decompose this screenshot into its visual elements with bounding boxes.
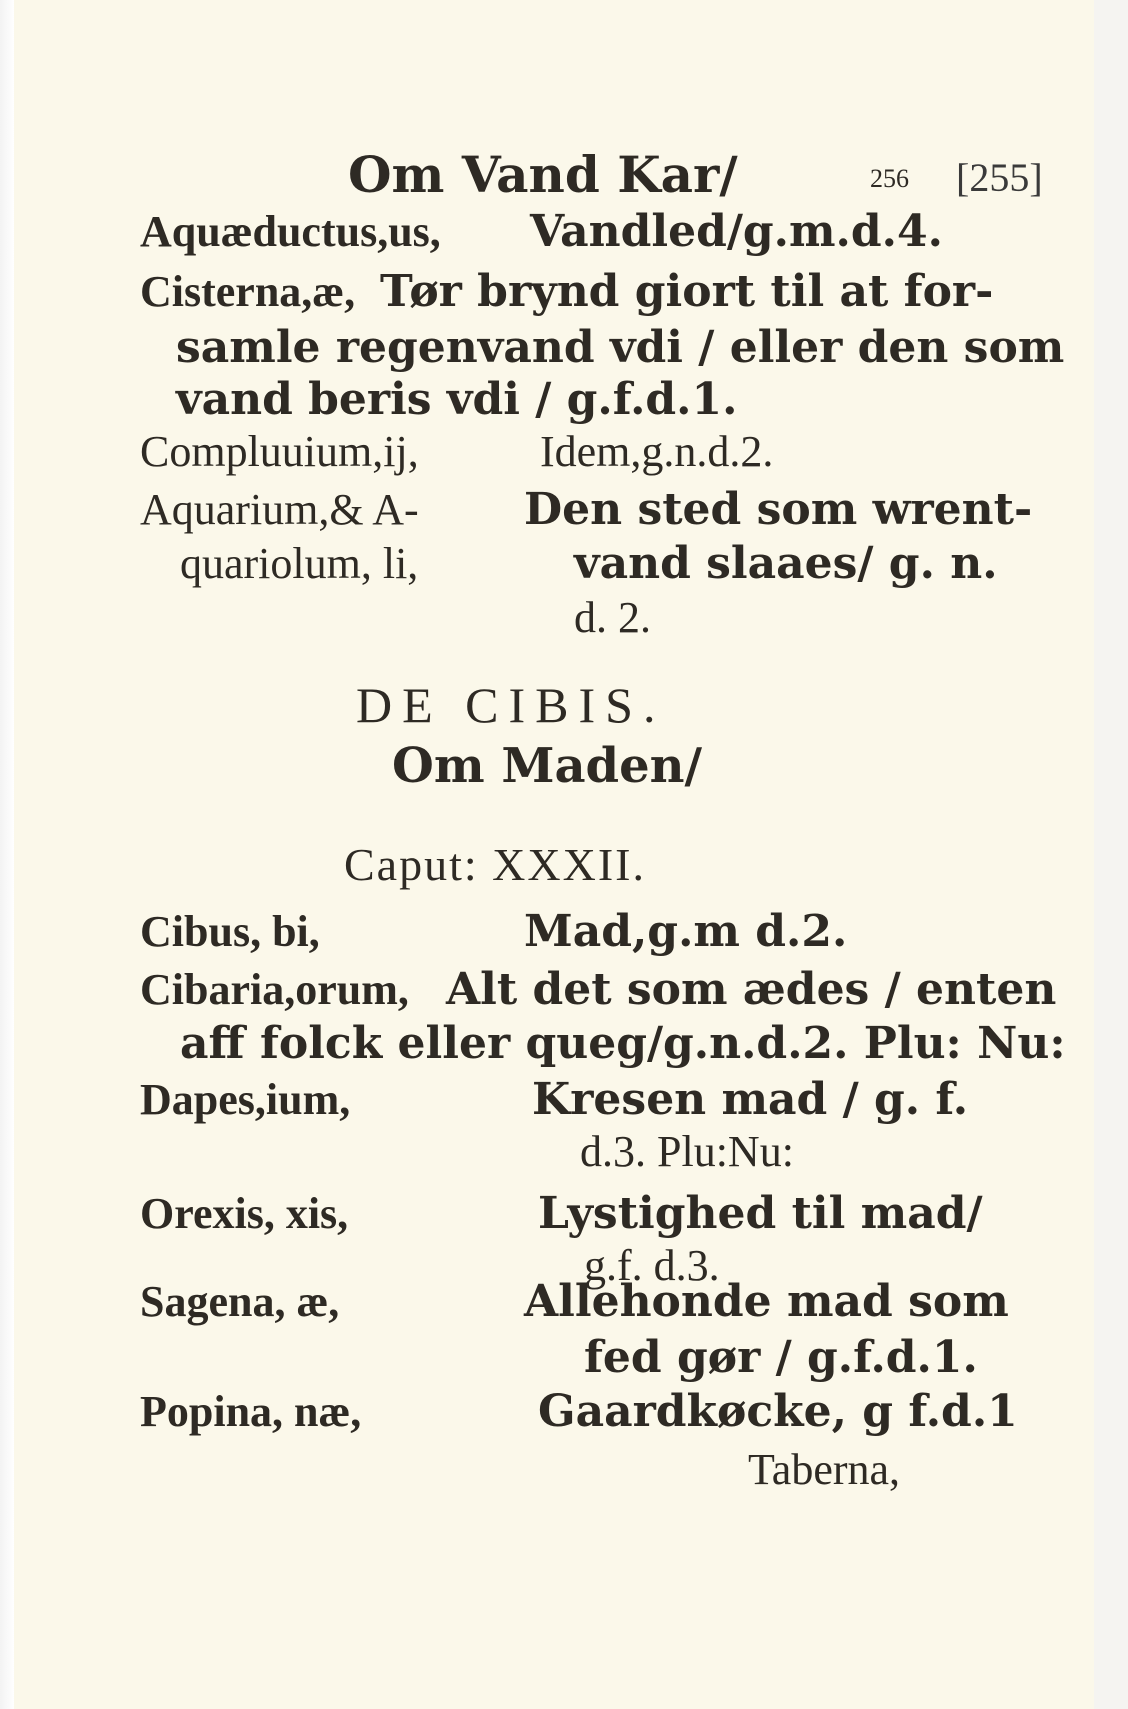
entry-latin: Orexis, xis, [140, 1189, 349, 1238]
entry-latin: quariolum, li, [180, 539, 419, 588]
entry-danish: Vandled/g.m.d.4. [530, 206, 943, 257]
entry-danish: d.3. Plu:Nu: [580, 1127, 794, 1176]
entry-danish: vand beris vdi / g.f.d.1. [176, 374, 738, 425]
page-number: 256 [870, 164, 909, 193]
entry-danish: Allehonde mad som [524, 1276, 1009, 1327]
entry-latin: Cibaria,orum, [140, 965, 409, 1014]
entry-danish: Tør brynd giort til at for- [380, 266, 994, 317]
catchword: Taberna, [748, 1445, 901, 1494]
entry-danish: samle regenvand vdi / eller den som [176, 322, 1065, 373]
entry-danish: Mad,g.m d.2. [524, 906, 848, 957]
entry-latin: Aquarium,& A- [140, 485, 419, 534]
entry-latin: Dapes,ium, [140, 1075, 351, 1124]
entry-latin: Compluuium,ij, [140, 427, 419, 476]
entry-danish: aff folck eller queg/g.n.d.2. Plu: Nu: [180, 1018, 1066, 1069]
entry-danish: Den sted som wrent- [524, 484, 1033, 535]
entry-danish: Lystighed til mad/ [538, 1188, 983, 1239]
entry-danish: Idem,g.n.d.2. [540, 427, 774, 476]
entry-danish: g.f. d.3. [584, 1241, 720, 1290]
entry-danish: d. 2. [574, 593, 651, 642]
entry-latin: Sagena, æ, [140, 1277, 340, 1326]
scan-right-margin [1094, 0, 1128, 1709]
entry-danish: Kresen mad / g. f. [532, 1074, 969, 1125]
entry-danish: vand slaaes/ g. n. [574, 538, 998, 589]
entry-latin: Aquæductus,us, [140, 207, 441, 256]
entry-danish: Alt det som ædes / enten [446, 964, 1057, 1015]
entry-latin: Cisterna,æ, [140, 267, 356, 316]
running-title: Om Vand Kar/ [348, 145, 738, 204]
entry-latin: Popina, næ, [140, 1387, 362, 1436]
section-subtitle: Om Maden/ [392, 738, 703, 794]
section-title: DE CIBIS. [356, 677, 666, 733]
bracketed-page-number: [255] [956, 155, 1043, 200]
entry-danish: fed gør / g.f.d.1. [584, 1332, 978, 1383]
scan-left-edge [0, 0, 14, 1709]
entry-danish: Gaardkøcke, g f.d.1 [538, 1386, 1018, 1437]
caput-heading: Caput: XXXII. [344, 839, 646, 890]
entry-latin: Cibus, bi, [140, 907, 320, 956]
